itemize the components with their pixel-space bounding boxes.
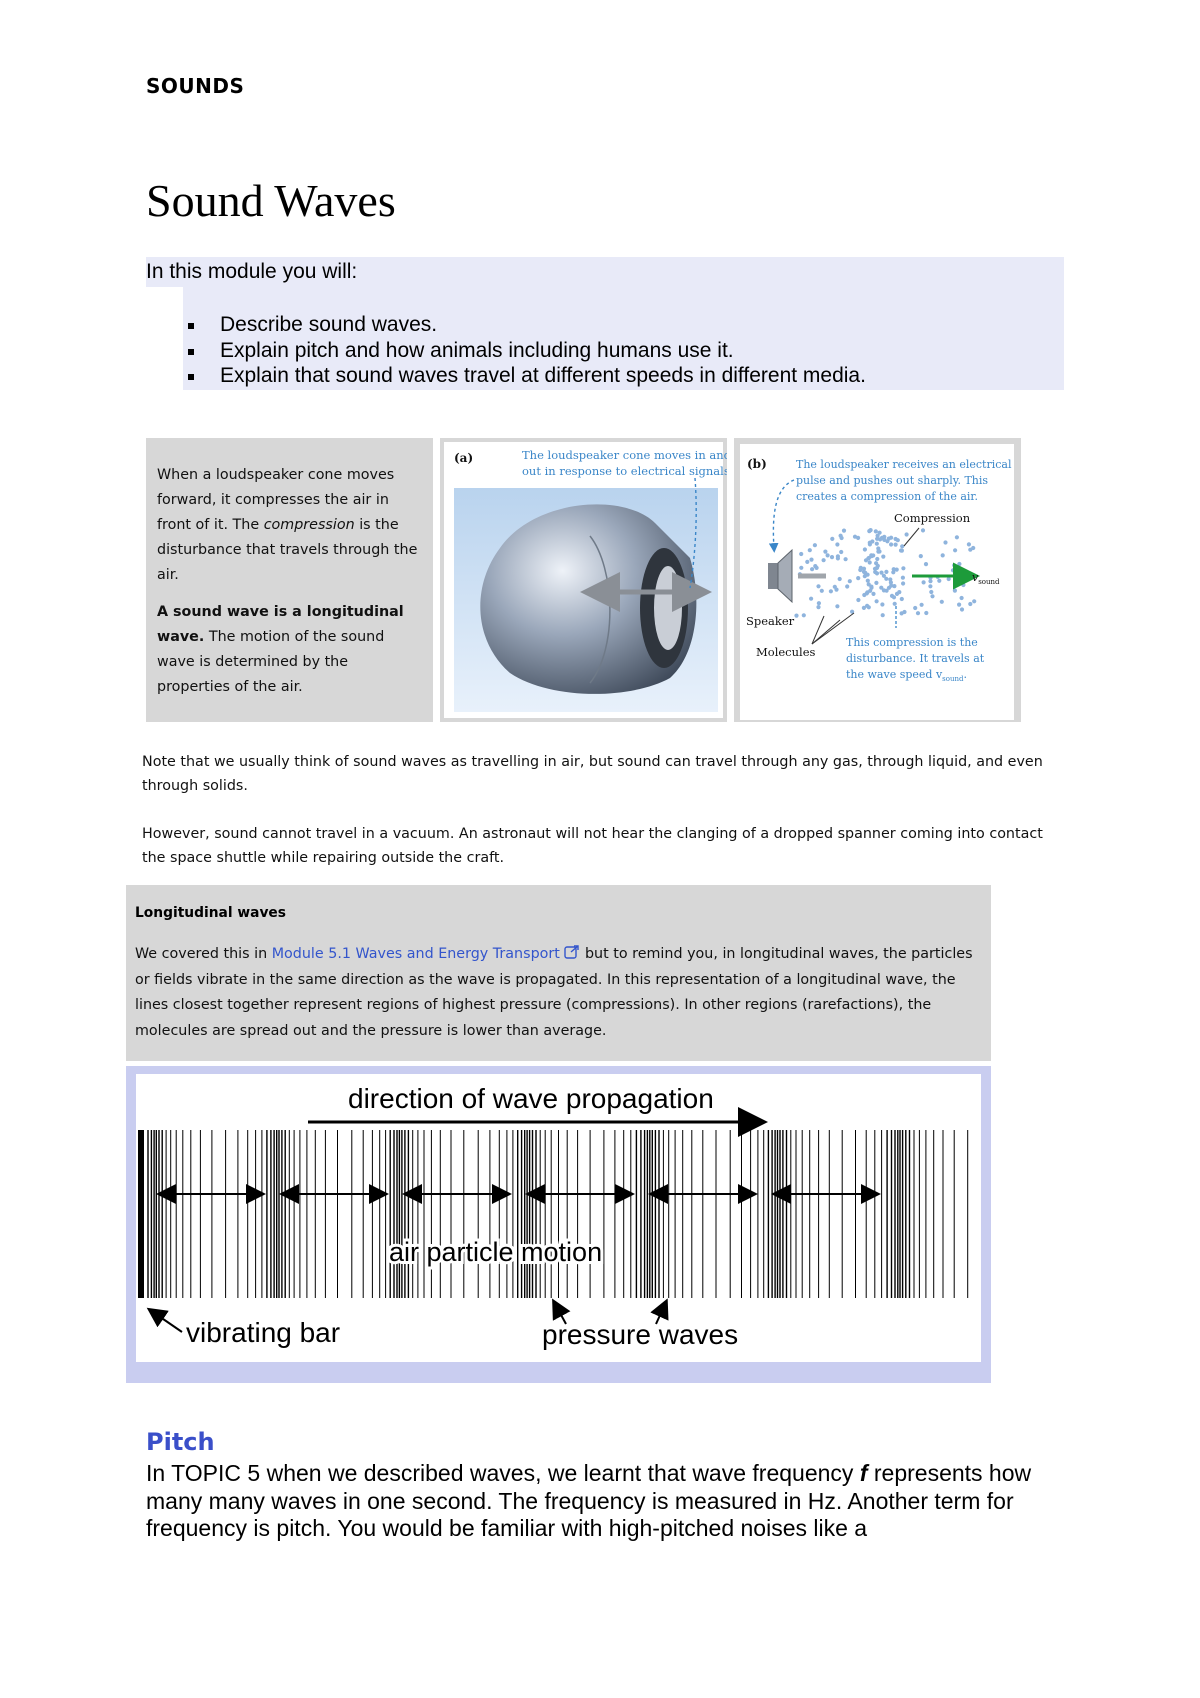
molecule-dot <box>960 607 964 611</box>
molecule-dot <box>826 553 830 557</box>
molecule-dot <box>868 560 872 564</box>
molecule-dot <box>839 550 843 554</box>
molecule-dot <box>836 554 840 558</box>
pitch-heading: Pitch <box>146 1428 215 1456</box>
molecules-label: Molecules <box>756 645 816 659</box>
molecule-dot <box>830 555 834 559</box>
molecule-dot <box>920 603 924 607</box>
molecule-dot <box>895 592 899 596</box>
molecule-dot <box>875 571 879 575</box>
molecule-dot <box>866 573 870 577</box>
figure-a-label: (a) <box>454 451 474 465</box>
molecule-dot <box>805 560 809 564</box>
molecule-dot <box>891 570 895 574</box>
molecule-dot <box>856 598 860 602</box>
molecule-dot <box>968 602 972 606</box>
molecule-dot <box>822 558 826 562</box>
molecule-dot <box>875 566 879 570</box>
molecule-dot <box>799 566 803 570</box>
compression-diagram-figure <box>734 438 1021 722</box>
molecule-dot <box>900 549 904 553</box>
molecule-dot <box>924 611 928 615</box>
molecule-dot <box>881 555 885 559</box>
molecule-dot <box>902 610 906 614</box>
molecule-dot <box>853 535 857 539</box>
figure-b-caption-3: creates a compression of the air. <box>796 490 978 503</box>
molecule-dot <box>957 562 961 566</box>
external-link-icon[interactable] <box>564 945 580 959</box>
molecule-dot <box>867 582 871 586</box>
v-sound-label: $v_{sound}$ <box>972 571 1000 586</box>
air-particle-motion-label: air particle motion <box>389 1237 603 1267</box>
molecule-dot <box>802 613 806 617</box>
molecule-dot <box>961 583 965 587</box>
molecule-dot <box>885 589 889 593</box>
figure-b-bottom-3: the wave speed $v_{sound}$. <box>846 668 967 683</box>
molecule-dot <box>809 597 813 601</box>
objectives-box <box>146 257 1064 390</box>
molecule-dot <box>874 529 878 533</box>
molecule-dot <box>817 601 821 605</box>
molecule-dot <box>916 611 920 615</box>
molecule-dot <box>868 542 872 546</box>
molecule-dot <box>816 584 820 588</box>
molecule-dot <box>875 599 879 603</box>
molecule-dot <box>888 577 892 581</box>
speaker-icon <box>768 563 778 589</box>
molecule-dot <box>901 566 905 570</box>
molecule-dot <box>845 584 849 588</box>
molecule-dot <box>863 547 867 551</box>
note-paragraph-1: Note that we usually think of sound waves as travelling in air, but sound can travel through any gas, through liquid, and even through solids. <box>142 754 1043 794</box>
molecule-dot <box>862 606 866 610</box>
objective-item: Describe sound waves. <box>186 312 866 338</box>
molecule-dot <box>880 602 884 606</box>
molecule-dot <box>813 543 817 547</box>
molecule-dot <box>960 596 964 600</box>
molecule-dot <box>820 589 824 593</box>
molecule-dot <box>900 544 904 548</box>
molecule-dot <box>823 550 827 554</box>
speaker-label: Speaker <box>746 614 795 628</box>
figure-a-caption-2: out in response to electrical signals. <box>522 464 727 478</box>
figure-b-bottom-1: This compression is the <box>846 636 978 649</box>
running-header: SOUNDS <box>146 74 245 98</box>
molecule-dot <box>879 586 883 590</box>
molecule-dot <box>866 579 870 583</box>
molecule-dot <box>865 590 869 594</box>
figure-a-panel <box>440 438 727 722</box>
molecule-dot <box>834 588 838 592</box>
figure-b-caption-2: pulse and pushes out sharply. This <box>796 474 989 487</box>
molecule-dot <box>889 536 893 540</box>
wave-diagram-frame <box>126 1066 991 1383</box>
note-paragraph-2: However, sound cannot travel in a vacuum. An astronaut will not hear the clanging of a dropped spanner coming into contact the space shuttle while repairing outside the craft. <box>142 826 1043 866</box>
objective-item: Explain that sound waves travel at different speeds in different media. <box>186 363 866 389</box>
molecule-dot <box>889 542 893 546</box>
molecule-dot <box>874 581 878 585</box>
molecule-dot <box>928 579 932 583</box>
loudspeaker-photo-figure <box>440 438 727 722</box>
molecule-dot <box>905 532 909 536</box>
molecule-dot <box>829 589 833 593</box>
figure-b-label: (b) <box>747 457 767 471</box>
molecule-dot <box>876 534 880 538</box>
molecule-dot <box>928 584 932 588</box>
molecule-dot <box>875 557 879 561</box>
vibrating-bar-label: vibrating bar <box>186 1317 341 1348</box>
molecule-dot <box>967 542 971 546</box>
module-link[interactable]: Module 5.1 Waves and Energy Transport <box>271 946 560 962</box>
molecule-dot <box>955 535 959 539</box>
molecule-dot <box>919 554 923 558</box>
molecule-dot <box>972 599 976 603</box>
molecule-dot <box>901 576 905 580</box>
molecule-dot <box>869 553 873 557</box>
compression-paragraph: When a loudspeaker cone moves forward, it compresses the air in front of it. The compression is the disturbance that travels through the air. <box>157 467 418 583</box>
objectives-intro: In this module you will: <box>146 260 358 283</box>
molecule-dot <box>895 568 899 572</box>
molecule-dot <box>901 581 905 585</box>
molecule-dot <box>835 542 839 546</box>
molecule-dot <box>871 592 875 596</box>
molecule-dot <box>900 597 904 601</box>
molecule-dot <box>930 594 934 598</box>
molecule-dot <box>881 613 885 617</box>
molecule-dot <box>929 590 933 594</box>
molecule-dot <box>830 537 834 541</box>
molecule-dot <box>893 602 897 606</box>
longitudinal-paragraph: A sound wave is a longitudinal wave. The motion of the sound wave is determined by the properties of the air. <box>157 604 404 695</box>
molecule-dot <box>867 529 871 533</box>
molecule-dot <box>884 570 888 574</box>
molecule-dot <box>875 542 879 546</box>
molecule-dot <box>913 606 917 610</box>
molecule-dot <box>815 566 819 570</box>
molecule-dot <box>844 557 848 561</box>
molecule-dot <box>952 563 956 567</box>
molecule-dot <box>882 574 886 578</box>
vibrating-bar <box>138 1130 144 1298</box>
molecule-dot <box>922 580 926 584</box>
molecule-dot <box>810 567 814 571</box>
longitudinal-title: Longitudinal waves <box>135 905 287 921</box>
propagation-label: direction of wave propagation <box>348 1083 714 1114</box>
objective-item: Explain pitch and how animals including humans use it. <box>186 338 866 364</box>
molecule-dot <box>890 594 894 598</box>
molecule-dot <box>839 534 843 538</box>
figure-b-caption-1: The loudspeaker receives an electrical <box>796 458 1012 471</box>
molecule-dot <box>957 603 961 607</box>
longitudinal-waves-box <box>126 885 991 1061</box>
molecule-dot <box>809 558 813 562</box>
molecule-dot <box>876 550 880 554</box>
molecule-dot <box>953 548 957 552</box>
molecule-dot <box>971 546 975 550</box>
molecule-dot <box>856 576 860 580</box>
molecule-dot <box>940 600 944 604</box>
molecule-dot <box>937 579 941 583</box>
molecule-dot <box>874 561 878 565</box>
molecule-dot <box>896 538 900 542</box>
molecule-dot <box>816 605 820 609</box>
objectives-list <box>186 312 866 389</box>
molecule-dot <box>835 604 839 608</box>
page-title: Sound Waves <box>146 175 396 226</box>
figure-a-caption-1: The loudspeaker cone moves in and <box>522 448 727 462</box>
pitch-paragraph: In TOPIC 5 when we described waves, we learnt that wave frequency f represents how many many waves in one second. The frequency is measured in Hz. Another term for frequency is pitch. You would be familiar with high-pitched noises like a <box>146 1460 1032 1542</box>
molecule-dot <box>951 568 955 572</box>
molecule-dot <box>808 548 812 552</box>
pressure-waves-label: pressure waves <box>542 1319 739 1350</box>
loudspeaker-text-panel <box>146 438 433 722</box>
molecule-dot <box>842 529 846 533</box>
molecule-dot <box>838 577 842 581</box>
longitudinal-body: We covered this in Module 5.1 Waves and Energy Transport but to remind you, in longitudinal waves, the particles or fields vibrate in the same direction as the wave is propagated. In this representation of a longitudinal wave, the lines closest together represent regions of highest pressure (compressions). In other regions (rarefactions), the molecules are spread out and the pressure is lower than average. <box>135 946 973 1039</box>
molecule-dot <box>862 567 866 571</box>
longitudinal-wave-diagram <box>136 1074 981 1362</box>
molecule-dot <box>867 605 871 609</box>
molecule-dot <box>858 568 862 572</box>
molecule-dot <box>947 577 951 581</box>
molecule-dot <box>894 543 898 547</box>
pressure-lines <box>148 1130 968 1298</box>
figure-b-panel <box>734 438 1021 722</box>
molecule-dot <box>924 562 928 566</box>
molecule-dot <box>799 552 803 556</box>
compression-label: Compression <box>894 511 971 525</box>
molecule-dot <box>941 553 945 557</box>
molecule-dot <box>953 589 957 593</box>
figure-b-bottom-2: disturbance. It travels at <box>846 652 985 665</box>
molecule-dot <box>848 579 852 583</box>
molecule-dot <box>943 540 947 544</box>
molecule-dot <box>921 528 925 532</box>
molecule-dot <box>794 614 798 618</box>
